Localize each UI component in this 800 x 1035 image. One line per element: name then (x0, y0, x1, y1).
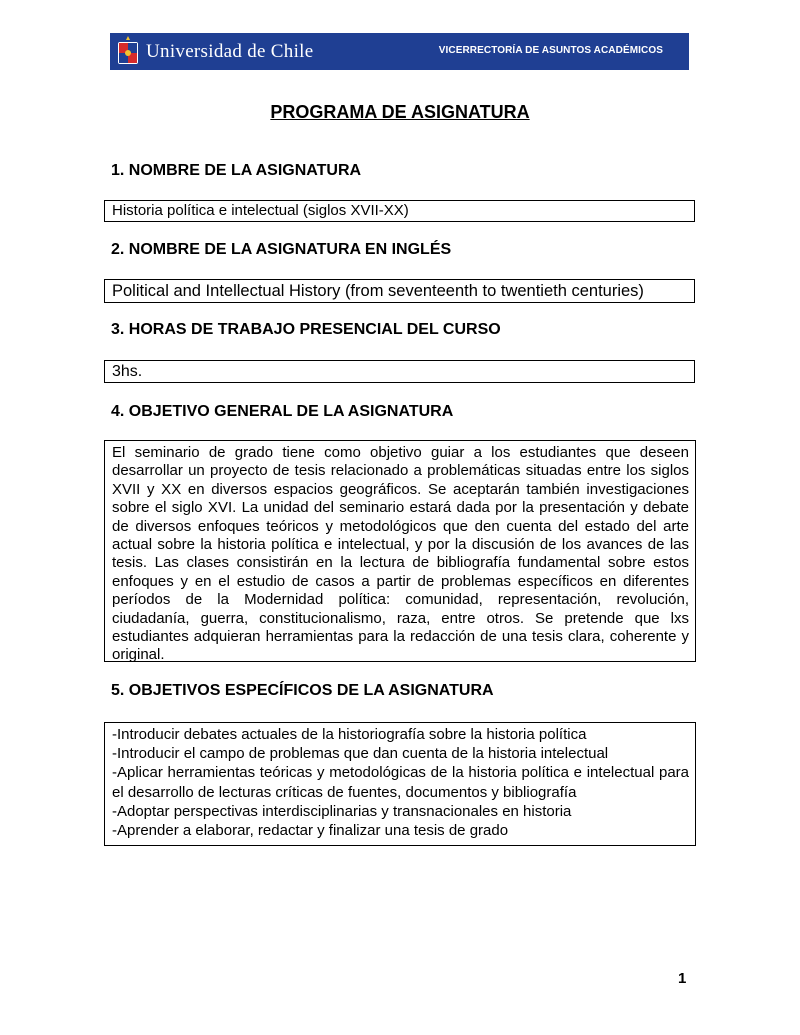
list-item: -Aprender a elaborar, redactar y finalizar una tesis de grado (112, 822, 509, 840)
section-heading-specific-objectives: 5. OBJETIVOS ESPECÍFICOS DE LA ASIGNATURA (111, 682, 494, 699)
list-item: -Introducir el campo de problemas que dan cuenta de la historia intelectual (112, 745, 609, 763)
university-name: Universidad de Chile (146, 41, 314, 62)
page-number: 1 (678, 970, 687, 987)
section-heading-general-objective: 4. OBJETIVO GENERAL DE LA ASIGNATURA (111, 403, 454, 420)
section-heading-english-name: 2. NOMBRE DE LA ASIGNATURA EN INGLÉS (111, 241, 452, 258)
section-heading-hours: 3. HORAS DE TRABAJO PRESENCIAL DEL CURSO (111, 321, 501, 338)
university-crest-icon (116, 36, 140, 67)
section-heading-course-name: 1. NOMBRE DE LA ASIGNATURA (111, 162, 362, 179)
page-title: PROGRAMA DE ASIGNATURA (270, 102, 530, 122)
list-item: -Adoptar perspectivas interdisciplinarias y transnacionales en historia (112, 802, 572, 820)
specific-objectives-list (104, 722, 696, 846)
general-objective-text: El seminario de grado tiene como objetivo guiar a los estudiantes que deseen desarrollar un proyecto de tesis relacionado a problemáticas situadas entre los siglos XVII y XX en diversos espacios geográficos. Se aceptarán también investigaciones sobre el siglo XVI. La unidad del seminario estará dada por la presentación y debate de diversos enfoques teóricos y metodológicos que den cuenta del estado del arte actual sobre la historia política e intelectual, y por la discusión de los avances de las tesis. Las clases consistirán en la lectura de bibliografía fundamental sobre estos enfoques y en el estudio de casos a partir de problemas específicos en diferentes períodos de la Modernidad política: comunidad, representación, revolución, ciudadanía, guerra, constitucionalismo, raza, entre otros. Se pretende que lxs estudiantes adquieran herramientas para la redacción de una tesis clara, coherente y original. (104, 440, 696, 662)
english-name-field: Political and Intellectual History (from seventeenth to twentieth centuries) (104, 279, 695, 303)
list-item: -Aplicar herramientas teóricas y metodológicas de la historia política e intelectual para el desarrollo de lecturas críticas de fuentes, documentos y bibliografía (112, 764, 689, 801)
department-name: VICERRECTORÍA DE ASUNTOS ACADÉMICOS (438, 45, 663, 56)
list-item: -Introducir debates actuales de la historiografía sobre la historia política (112, 726, 587, 743)
course-name-field: Historia política e intelectual (siglos XVII-XX) (104, 200, 695, 222)
university-header-banner (110, 33, 689, 70)
hours-field: 3hs. (104, 360, 695, 383)
